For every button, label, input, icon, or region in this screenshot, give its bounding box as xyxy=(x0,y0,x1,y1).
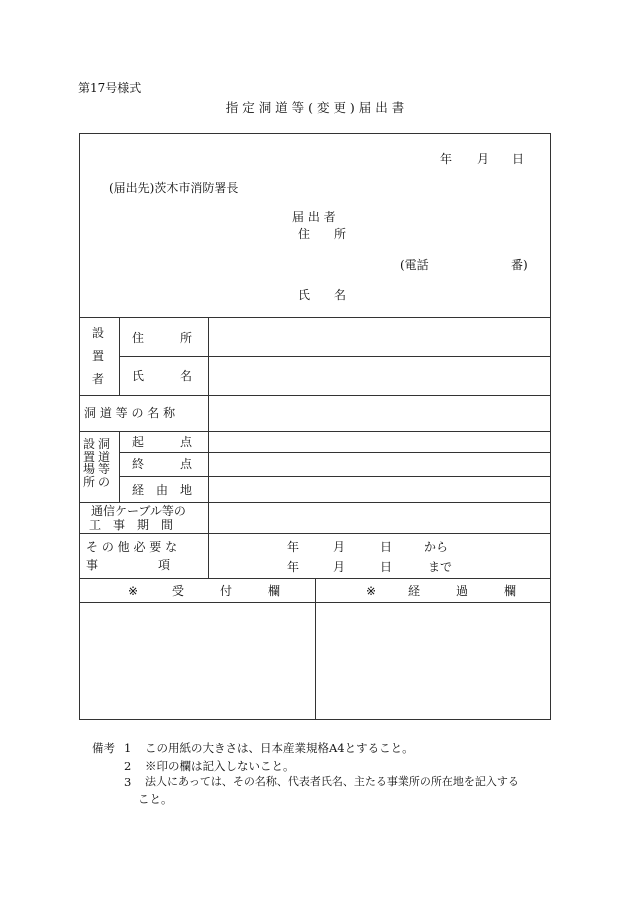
location-via-label: 経 由 地 xyxy=(132,483,193,497)
date-year: 年 xyxy=(440,152,453,166)
notifier-phone-close: 番) xyxy=(511,258,528,272)
location-end-label: 終 点 xyxy=(132,457,193,471)
divider-end xyxy=(119,476,551,477)
other-label-1: そ の 他 必 要 な xyxy=(86,540,178,554)
location-start-field[interactable] xyxy=(210,433,549,451)
form-title: 指 定 洞 道 等 ( 変 更 ) 届 出 書 xyxy=(225,100,405,115)
location-label-col2: 洞 道 等 の xyxy=(98,437,111,489)
divider-tunnel-name xyxy=(79,431,551,432)
other-row1-month: 月 xyxy=(333,540,346,554)
note-2-text: ※印の欄は記入しないこと。 xyxy=(145,759,295,773)
installer-label-3: 者 xyxy=(92,372,105,386)
location-start-label: 起 点 xyxy=(132,435,193,449)
installer-name-field[interactable] xyxy=(210,358,549,394)
reception-mark: ※ xyxy=(128,584,139,598)
construction-period-field[interactable] xyxy=(210,504,549,532)
tunnel-name-field[interactable] xyxy=(210,397,549,430)
vline-installer xyxy=(119,317,120,395)
notifier-phone-open: (電話 xyxy=(400,258,429,272)
other-label-2: 事 項 xyxy=(86,558,171,572)
vline-location xyxy=(119,431,120,502)
notes-heading: 備考 xyxy=(92,741,115,755)
progress-area xyxy=(317,604,550,719)
other-row2-day: 日 xyxy=(380,560,393,574)
progress-label: 経 過 欄 xyxy=(408,584,517,598)
date-day: 日 xyxy=(512,152,525,166)
installer-address-field[interactable] xyxy=(210,319,549,355)
addressee: (届出先)茨木市消防署長 xyxy=(109,181,239,195)
reception-label: 受 付 欄 xyxy=(172,584,281,598)
note-2-number: 2 xyxy=(124,759,132,773)
divider-installer-bottom xyxy=(79,395,551,396)
vline-label-column xyxy=(208,317,209,578)
installer-name-label: 氏 名 xyxy=(132,369,193,383)
location-label-col1: 設 置 場 所 xyxy=(83,437,96,489)
construction-label-2: 工 事 期 間 xyxy=(89,518,174,532)
installer-address-label: 住 所 xyxy=(132,331,193,345)
divider-installer-mid xyxy=(119,356,551,357)
other-row2-year: 年 xyxy=(287,560,300,574)
form-number: 第17号様式 xyxy=(78,81,142,95)
divider-start xyxy=(119,452,551,453)
notifier-address-label: 住 所 xyxy=(298,227,347,241)
divider-location-bottom xyxy=(79,502,551,503)
other-row1-day: 日 xyxy=(380,540,393,554)
other-row1-from: から xyxy=(424,540,449,554)
vline-reception-split xyxy=(315,578,316,720)
note-1-number: 1 xyxy=(124,741,132,755)
note-3-text: 法人にあっては、その名称、代表者氏名、主たる事業所の所在地を記入する xyxy=(145,775,519,788)
notifier-name-label: 氏 名 xyxy=(298,288,347,302)
location-end-field[interactable] xyxy=(210,454,549,475)
other-row2-until: まで xyxy=(428,560,453,574)
other-row1-year: 年 xyxy=(287,540,300,554)
reception-area xyxy=(80,604,314,719)
note-3-number: 3 xyxy=(124,775,132,789)
other-row2-month: 月 xyxy=(333,560,346,574)
installer-label-2: 置 xyxy=(92,349,105,363)
divider-construction xyxy=(79,533,551,534)
installer-label-1: 設 xyxy=(92,326,105,340)
date-month: 月 xyxy=(477,152,490,166)
location-via-field[interactable] xyxy=(210,478,549,501)
divider-header xyxy=(79,317,551,318)
construction-label-1: 通信ケーブル等の xyxy=(91,504,186,518)
progress-mark: ※ xyxy=(366,584,377,598)
tunnel-name-label: 洞 道 等 の 名 称 xyxy=(84,406,176,420)
note-3-continuation: こと。 xyxy=(138,792,173,806)
note-1-text: この用紙の大きさは、日本産業規格A4とすること。 xyxy=(145,741,414,755)
notifier-label: 届 出 者 xyxy=(292,210,336,224)
